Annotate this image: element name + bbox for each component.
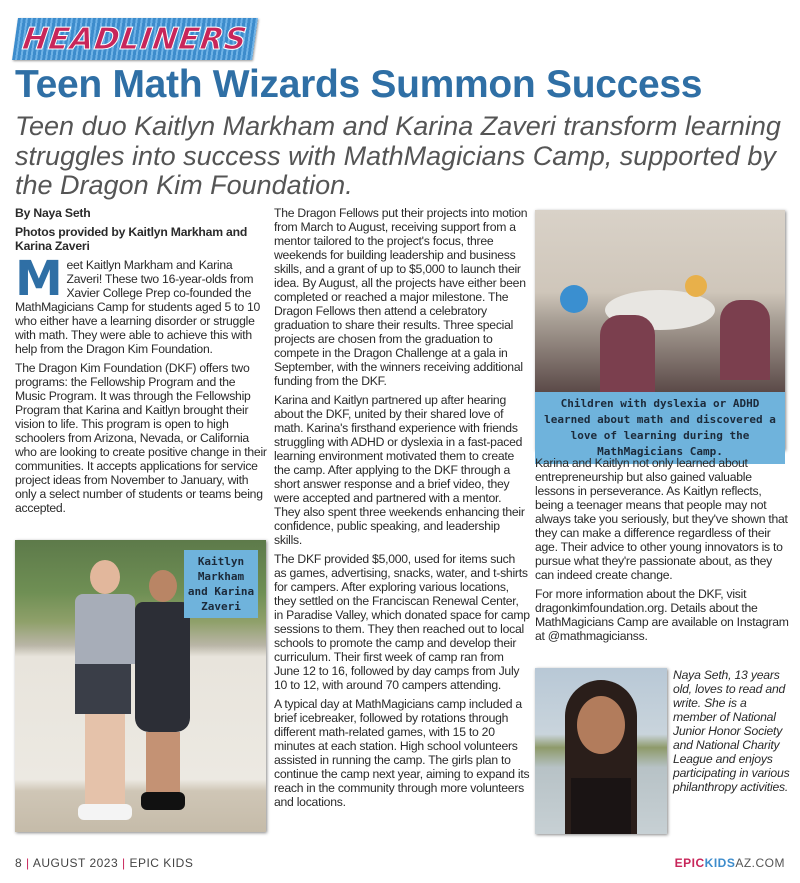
page-number: 8 — [15, 856, 23, 870]
article-subtitle: Teen duo Kaitlyn Markham and Karina Zaveri transform learning struggles into success with MathMagicians Camp, supported by the Dragon Kim Foundation. — [15, 111, 781, 200]
column-2 — [274, 206, 530, 814]
site-kids: KIDS — [704, 856, 736, 870]
separator: | — [26, 856, 30, 870]
headliners-logo — [12, 18, 258, 60]
paragraph: For more information about the DKF, visit dragonkimfoundation.org. Details about the MathMagicians Camp are available on Instagram at @mathmagicianss. — [535, 587, 789, 643]
paragraph: The Dragon Fellows put their projects into motion from March to August, receiving support from a mentor tailored to the project's focus, three weekends for building leadership and business skills, and a grant of up to $5,000 to launch their idea. By August, all the projects have either been completed or reached a major milestone. The Dragon Fellows then attend a celebratory graduation to share their results. Three special projects are chosen from the graduation to compete in the Dragon Challenge at a gala in September, with the winners receiving additional funding from the DKF. — [274, 206, 528, 388]
paragraph: Meet Kaitlyn Markham and Karina Zaveri! These two 16-year-olds from Xavier College Prep co-founded the MathMagicians Camp for students aged 5 to 10 who either have a learning disorder or struggle with math. They were able to achieve this with help from the Dragon Kim Foundation. — [15, 251, 261, 356]
issue-date: AUGUST 2023 — [32, 856, 119, 870]
paragraph: The DKF provided $5,000, used for items such as games, advertising, snacks, water, and t-shirts for campers. After exploring various locations, they settled on the Franciscan Renewal Center, in Paradise Valley, which donated space for camp sessions to them. They then reached out to local schools to promote the camp and develop their curriculum. Their first week of camp ran from June 12 to 16, followed by day camps from July 10 to 12, with around 70 campers attending. — [274, 552, 530, 692]
article-title: Teen Math Wizards Summon Success — [15, 63, 703, 106]
site-domain: AZ.COM — [735, 856, 785, 870]
drop-cap: M — [15, 251, 63, 307]
person-figure — [135, 570, 190, 820]
column-3 — [535, 456, 793, 648]
column-1 — [15, 206, 267, 520]
site-epic: EPIC — [674, 856, 705, 870]
paragraph: Karina and Kaitlyn partnered up after hearing about the DKF, united by their shared love of math. Karina's firsthand experience with friends struggling with ADHD or dyslexia in a fast-paced learning environment motivated them to create the camp. After applying to the DKF through a short answer response and a brief video, they were accepted and partnered with a mentor. They also spent three weekends enhancing their confidence, public speaking, and leadership skills. — [274, 393, 525, 547]
author-photo — [535, 668, 667, 834]
camp-photo-image — [535, 210, 785, 392]
camp-caption: Children with dyslexia or ADHD learned about math and discovered a love of learning during the MathMagicians Camp. — [535, 392, 785, 464]
footer-folio — [15, 856, 193, 870]
founders-caption: Kaitlyn Markham and Karina Zaveri — [184, 550, 258, 618]
author-bio: Naya Seth, 13 years old, loves to read and write. She is a member of National Junior Honor Society and National Charity League and enjoys participating in various philanthropy activities. — [673, 668, 790, 794]
camp-photo — [535, 210, 785, 458]
paragraph: Karina and Kaitlyn not only learned about entrepreneurship but also gained valuable lessons in perseverance. As Kaitlyn reflects, being a teenager means that people may not always take you seriously, but they've shown that they can make a difference regardless of their age. Their advice to other young innovators is to pursue what they're passionate about, as they can indeed create change. — [535, 456, 788, 582]
website-link[interactable] — [675, 856, 785, 870]
founders-photo — [15, 540, 266, 832]
paragraph: A typical day at MathMagicians camp included a brief icebreaker, followed by rotations through different math-related games, with 15 to 20 minutes at each station. High school volunteers assisted in running the camp. The girls plan to continue the camp next year, aiming to expand its reach in the community through more volunteers and locations. — [274, 697, 530, 809]
person-figure — [75, 560, 135, 830]
photo-credit: Photos provided by Kaitlyn Markham and Karina Zaveri — [15, 225, 248, 253]
byline: By Naya Seth — [15, 206, 91, 220]
magazine-name: EPIC KIDS — [129, 856, 194, 870]
logo-text: HEADLINERS — [20, 21, 250, 57]
paragraph: The Dragon Kim Foundation (DKF) offers two programs: the Fellowship Program and the Music Program. It was through the Fellowship Program that Karina and Kaitlyn brought their vision to life. This program is open to high schoolers from Arizona, Nevada, or California who are looking to create positive change in their communities. It accepts applications for service project ideas from November to January, with only a select number of students or teams being accepted. — [15, 361, 267, 515]
separator: | — [122, 856, 126, 870]
